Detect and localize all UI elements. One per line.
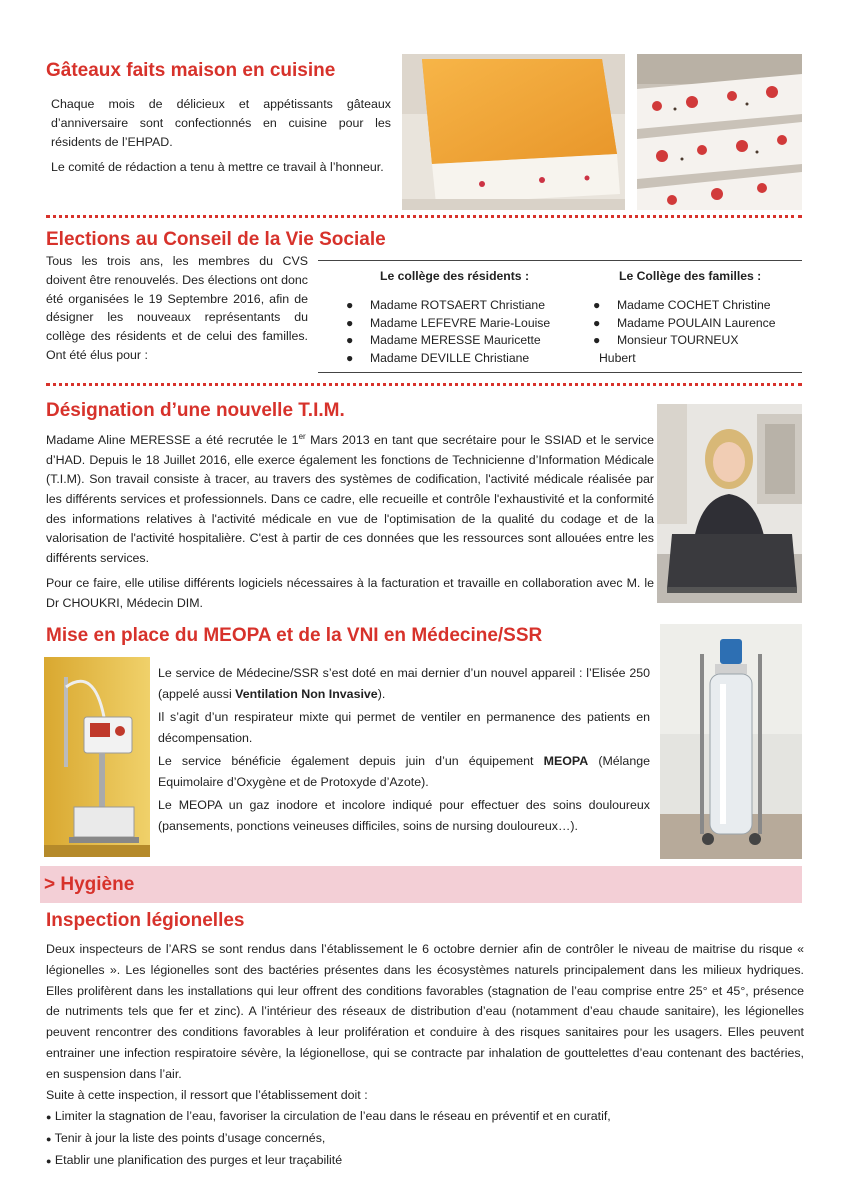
hygiene-text [46,939,804,1105]
family-item: ● Madame POULAIN Laurence [593,315,776,333]
cakes-paragraph-1: Chaque mois de délicieux et appétissants gâteaux d’anniversaire sont confectionnés en cuisine pour les résidents de l’EHPAD. [51,97,391,149]
tim-text [46,427,654,619]
bullet-icon: ● [593,298,601,312]
bullet-icon: ● [46,1112,52,1122]
bullet-icon: ● [346,315,354,330]
section-divider-1 [46,215,802,218]
hygiene-paragraph-1: Deux inspecteurs de l’ARS se sont rendus dans l’établissement le 6 octobre dernier afin de contrôler le niveau de maitrise du risque « légionelles ». Les légionelles sont des bactéries présentes dans les écosystèmes naturels principalement dans les milieux hydriques. Elles prolifèrent dans les installations qui leur offrent des conditions favorables (stagnation de l’eau comprise entre 25° et 45°, présence de nutriments tels que fer et zinc). A l’intérieur des réseaux de distribution d’eau (notamment d’eau chaude sanitaire), les légionelles peuvent rencontrer des conditions favorables à leur prolifération et conduire à des risques sanitaires pour les usagers. Elles peuvent entrainer une infection respiratoire sévère, la légionellose, qui se contracte par inhalation de gouttelettes d’eau contenant des bactéries, en suspension dans l’air. [46,942,804,1081]
resident-item: ● Madame LEFEVRE Marie-Louise [346,315,550,333]
bullet-icon: ● [346,333,354,347]
meopa-title: Mise en place du MEOPA et de la VNI en Médecine/SSR [46,625,543,646]
bullet-icon: ● [46,1155,52,1166]
hygiene-banner-label: > Hygiène [44,874,135,895]
residents-list [346,297,550,367]
meopa-paragraph-4: Le MEOPA un gaz inodore et incolore indiqué pour effectuer des soins douloureux (pansements, ponctions veineuses difficiles, soins de nursing douloureux…). [158,798,650,833]
family-item: ● Madame COCHET Christine [593,297,776,315]
bullet-icon: ● [346,298,354,312]
families-header: Le Collège des familles : [619,269,762,283]
resident-item: ● Madame ROTSAERT Christiane [346,297,550,315]
bullet-icon: ● [46,1133,52,1144]
cakes-title: Gâteaux faits maison en cuisine [46,60,336,81]
tim-title: Désignation d’une nouvelle T.I.M. [46,400,345,421]
families-list [593,297,776,350]
hygiene-action-item: ● Limiter la stagnation de l’eau, favoriser la circulation de l’eau dans le réseau en préventif et en curatif, [46,1109,611,1123]
cake-photo-1 [402,54,625,210]
elections-results-box [318,260,802,373]
hygiene-paragraph-2: Suite à cette inspection, il ressort que l’établissement doit : [46,1087,368,1102]
meopa-bottle-photo [660,624,802,859]
section-divider-2 [46,383,802,386]
resident-item: ● Madame DEVILLE Christiane [346,350,550,368]
bullet-icon: ● [346,350,354,365]
hygiene-action-item: ● Etablir une planification des purges et leur traçabilité [46,1152,343,1167]
cake-photo-2 [637,54,802,210]
meopa-paragraph-2: Il s’agit d’un respirateur mixte qui permet de ventiler en permanence des patients en décompensation. [158,710,650,745]
meopa-paragraph-3: Le service bénéficie également depuis juin d’un équipement MEOPA (Mélange Equimolaire d’Oxygène et de Protoxyde d’Azote). [158,754,650,789]
tim-paragraph-2: Pour ce faire, elle utilise différents logiciels nécessaires à la facturation et travaille en collaboration avec M. le Dr CHOUKRI, Médecin DIM. [46,576,654,610]
hygiene-banner [40,866,802,903]
elections-title: Elections au Conseil de la Vie Sociale [46,229,386,250]
hygiene-action-item: ● Tenir à jour la liste des points d’usage concernés, [46,1130,326,1145]
meopa-text [158,663,650,842]
tim-portrait-photo [657,404,802,603]
bullet-icon: ● [593,315,601,330]
hygiene-actions-list [46,1106,804,1167]
tim-paragraph-1: Madame Aline MERESSE a été recrutée le 1er Mars 2013 en tant que secrétaire pour le SSIAD et le service d’HAD. Depuis le 18 Juillet 2016, elle exerce également les fonctions de Technicienne d’Information Médicale (T.I.M). Son travail consiste à tracer, au travers des systèmes de codification, l'activité médicale réalisée par les différents services et professionnels. Dans ce cadre, elle recueille et contrôle l'exhaustivité et la conformité des informations relatives à l'activité médicale en vue de l'optimisation de la qualité du codage et de la valorisation de l'activité hospitalière. C'est à partir de ces données que les ressources sont allouées entre les différents services. [46,432,654,565]
ventilator-photo [44,657,150,857]
family-item: ● Monsieur TOURNEUX [593,332,776,350]
residents-header: Le collège des résidents : [380,269,530,283]
bullet-icon: ● [593,333,601,347]
cakes-text [51,95,391,183]
hygiene-title: Inspection légionelles [46,910,245,931]
meopa-paragraph-1: Le service de Médecine/SSR s’est doté en mai dernier d’un nouvel appareil : l’Elisée 250 (appelé aussi Ventilation Non Invasive). [158,666,650,701]
resident-item: ● Madame MERESSE Mauricette [346,332,550,350]
cakes-paragraph-2: Le comité de rédaction a tenu à mettre ce travail à l’honneur. [51,160,384,174]
family-item-wrap: Hubert [599,351,636,365]
elections-intro: Tous les trois ans, les membres du CVS doivent être renouvelés. Des élections ont donc été organisées le 19 Septembre 2016, afin de désigner les nouveaux représentants du collège des résidents et de celui des familles. Ont été élus pour : [46,254,308,362]
